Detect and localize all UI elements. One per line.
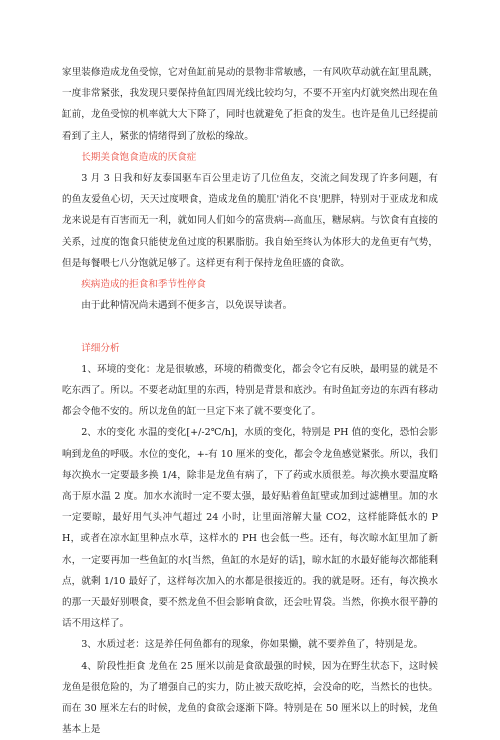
paragraph-environment-change: 1、环境的变化：龙是很敏感，环境的稍微变化，都会令它有反映，最明显的就是不吃东西了。所以。不要老动缸里的东西，特别是背景和底沙。有时鱼缸旁边的东西有移动都会令他不安的。所以龙鱼的缸一旦定下来了就不要变化了。 bbox=[62, 363, 438, 418]
paragraph-renovation-stress: 家里装修造成龙鱼受惊，它对鱼缸前晃动的景物非常敏感，一有风吹草动就在缸里乱跳，一度非常紧张，我发现只要保持鱼缸四周光线比较均匀，不要不开室内灯就突然出现在鱼缸前，龙鱼受惊的机率就大大下降了，同时也就避免了拒食的发生。也许是鱼儿已经提前看到了主人，紧张的情绪得到了放松的缘故。 bbox=[62, 67, 438, 142]
section-heading-disease: 疾病造成的拒食和季节性停食 bbox=[81, 279, 206, 291]
paragraph-overfeeding: 3 月 3 日我和好友泰国驱车百公里走访了几位鱼友，交流之间发现了许多问题，有的鱼友爱鱼心切，天天过度喂食，造成龙鱼的脆肛'消化不良'肥胖，特别对于亚成龙和成龙来说是有百害而无一利，就如同人们如今的富贵病---高血压，糖尿病。与饮食有直接的关系，过度的饱食只能使龙鱼过度的积累脂肪。我自始至终认为体形大的龙鱼更有气势，但是每餐喂七八分饱就足够了。这样更有利于保持龙鱼旺盛的食欲。 bbox=[62, 173, 438, 269]
paragraph-water-change: 2、水的变化 水温的变化[+/-2℃/h]，水质的变化，特别是 PH 值的变化，恐怕会影响到龙鱼的呼吸。水位的变化，+-有 10 厘米的变化，都会令龙鱼感觉紧张。所以，我们每次换水一定要最多换 1/4，除非是龙鱼有病了，下了药或水质很差。每次换水要温度略高于原水温 2 度。加水水流时一定不要太强，最好贴着鱼缸壁或加到过滤槽里。加的水一定要晾，最好用气头冲气超过 24 小时，让里面溶解大量 CO2，这样能降低水的 PH，或者在凉水缸里种点水草，这样水的 PH 也会低一些。还有，每次晾水缸里加了新水，一定要再加一些鱼缸的水[当然，鱼缸的水是好的话]，晾水缸的水最好能每次都能剩点，就剩 1/10 最好了，这样每次加入的水都是很接近的。我的就是呀。还有，每次换水的那一天最好别喂食，要不然龙鱼不但会影响食欲，还会吐胃袋。当然，你换水很平静的话不用这样了。 bbox=[62, 427, 438, 630]
paragraph-old-water: 3、水质过老：这是养任何鱼都有的现象，你如果懒，就不要养鱼了，特别是龙。 bbox=[81, 639, 424, 651]
paragraph-disease-note: 由于此种情况尚未遇到不便多言，以免误导读者。 bbox=[81, 300, 293, 312]
section-heading-overfeeding: 长期美食饱食造成的厌食症 bbox=[81, 151, 197, 163]
paragraph-stage-refusal: 4、阶段性拒食 龙鱼在 25 厘米以前是食欲最强的时候，因为在野生状态下，这时候龙鱼是很危险的，为了增强自己的实力，防止被天敌吃掉，会没命的吃，当然长的也快。而在 30 厘米左右的时候，龙鱼的食欲会逐渐下降。特别是在 50 厘米以上的时候，龙鱼基本上是 bbox=[62, 660, 438, 736]
blank-line bbox=[62, 316, 438, 337]
section-heading-analysis: 详细分析 bbox=[81, 342, 120, 354]
